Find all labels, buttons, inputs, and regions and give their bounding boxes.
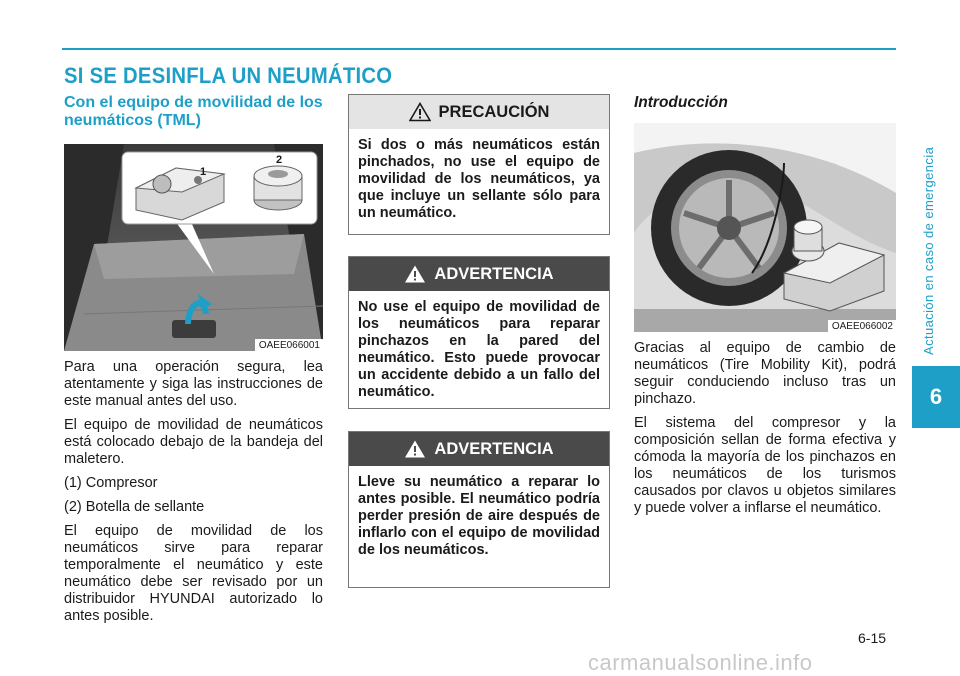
middle-column <box>348 94 610 588</box>
caution-body: Si dos o más neumáticos están pinchados, no use el equipo de movilidad de los neumáticos, ya que incluye un sellante sólo para un neumático. <box>358 137 600 221</box>
warning-title-1: ADVERTENCIA <box>434 264 554 283</box>
warning-header-1 <box>349 257 609 291</box>
callout-label-2: 2 <box>276 154 283 166</box>
list-item-sealant: (2) Botella de sellante <box>64 499 205 515</box>
paragraph: Para una operación segura, lea atentamente y siga las instrucciones de este manual antes del uso. <box>64 359 323 409</box>
chapter-tab[interactable] <box>912 366 960 428</box>
warning-triangle-icon <box>404 264 426 284</box>
warning-title-2: ADVERTENCIA <box>434 439 554 458</box>
warning-box-1 <box>348 256 610 409</box>
warning-triangle-icon <box>404 439 426 459</box>
warning-body-2: Lleve su neumático a reparar lo antes posible. El neumático podría perder presión de aire después de inflarlo con el equipo de movilidad de los neumáticos. <box>358 474 600 558</box>
callout-label-1: 1 <box>200 166 207 178</box>
tml-subheading: Con el equipo de movilidad de los neumáticos (TML) <box>64 94 323 129</box>
image-caption-2: OAEE066002 <box>828 320 896 332</box>
right-text <box>634 340 896 517</box>
footer-watermark: carmanualsonline.info <box>588 650 813 675</box>
left-text <box>64 359 323 625</box>
trunk-illustration <box>64 144 323 351</box>
image-caption-1: OAEE066001 <box>255 339 323 351</box>
caution-title: PRECAUCIÓN <box>438 102 550 121</box>
section-title: SI SE DESINFLA UN NEUMÁTICO <box>64 63 393 88</box>
caution-box <box>348 94 610 235</box>
intro-heading: Introducción <box>634 94 728 111</box>
left-column <box>64 94 323 625</box>
wheel-illustration <box>634 123 896 332</box>
caution-header <box>349 95 609 129</box>
caution-triangle-icon <box>409 102 431 122</box>
trunk-kit-photo <box>64 144 323 351</box>
warning-body-1: No use el equipo de movilidad de los neumáticos para reparar pinchazos en la pared del neumático. Esto puede provocar un accidente debido a un fallo del neumático. <box>358 299 600 400</box>
paragraph: El sistema del compresor y la composición sellan de forma efectiva y cómoda la mayoría de los pinchazos en los neumáticos de los turismos causados por clavos u objetos similares y puede volver a inflarse el neumático. <box>634 415 896 516</box>
list-item-compressor: (1) Compresor <box>64 475 158 491</box>
chapter-side-label: Actuación en caso de emergencia <box>921 146 936 355</box>
compressor-wheel-photo <box>634 123 896 332</box>
top-rule <box>62 48 896 50</box>
warning-box-2 <box>348 431 610 588</box>
warning-header-2 <box>349 432 609 466</box>
paragraph: Gracias al equipo de cambio de neumáticos (Tire Mobility Kit), podrá seguir conduciendo incluso tras un pinchazo. <box>634 340 896 407</box>
right-column <box>634 94 896 517</box>
page-number: 6-15 <box>858 630 887 646</box>
paragraph: El equipo de movilidad de neumáticos está colocado debajo de la bandeja del maletero. <box>64 417 323 467</box>
paragraph: El equipo de movilidad de los neumáticos sirve para reparar temporalmente el neumático y este neumático debe ser revisado por un distribuidor HYUNDAI autorizado lo antes posible. <box>64 523 323 624</box>
chapter-number: 6 <box>929 384 943 409</box>
